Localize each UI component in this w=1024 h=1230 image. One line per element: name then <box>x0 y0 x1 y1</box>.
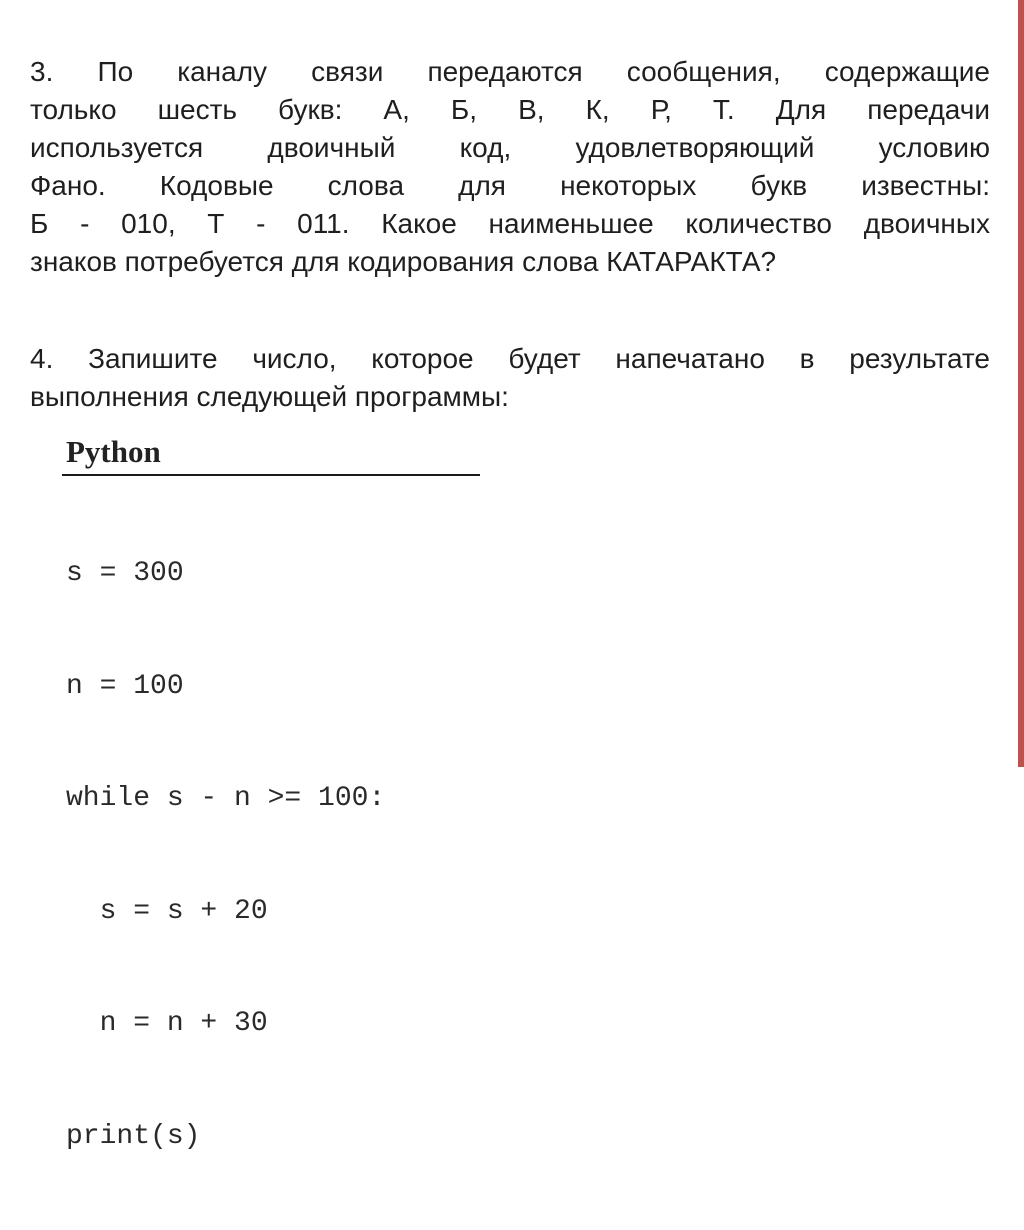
task-4-text <box>30 340 990 416</box>
code-lines <box>66 480 482 1230</box>
task-3-line: используется двоичный код, удовлетворяющий условию <box>30 132 990 163</box>
task-3-line: Фано. Кодовые слова для некоторых букв известны: <box>30 170 990 201</box>
code-line: print(s) <box>66 1120 201 1152</box>
task-4-line: выполнения следующей программы: <box>30 381 509 412</box>
task-4-line: 4. Запишите число, которое будет напечатано в результате <box>30 343 990 374</box>
code-line: s = s + 20 <box>66 895 268 927</box>
task-3-line: только шесть букв: А, Б, В, К, Р, Т. Для передачи <box>30 94 990 125</box>
task-3-text <box>30 53 990 281</box>
code-line: n = n + 30 <box>66 1008 268 1039</box>
accent-bar <box>1018 0 1024 767</box>
code-line: s = 300 <box>66 558 184 589</box>
code-header-divider <box>62 474 480 476</box>
code-language-label: Python <box>66 434 161 469</box>
task-3-line: Б - 010, Т - 011. Какое наименьшее количество двоичных <box>30 208 990 239</box>
code-listing <box>66 434 482 1230</box>
task-3-line: знаков потребуется для кодирования слова КАТАРАКТА? <box>30 246 777 277</box>
code-line: n = 100 <box>66 670 184 702</box>
code-line: while s - n >= 100: <box>66 783 386 814</box>
task-3-line: 3. По каналу связи передаются сообщения, содержащие <box>30 56 990 87</box>
